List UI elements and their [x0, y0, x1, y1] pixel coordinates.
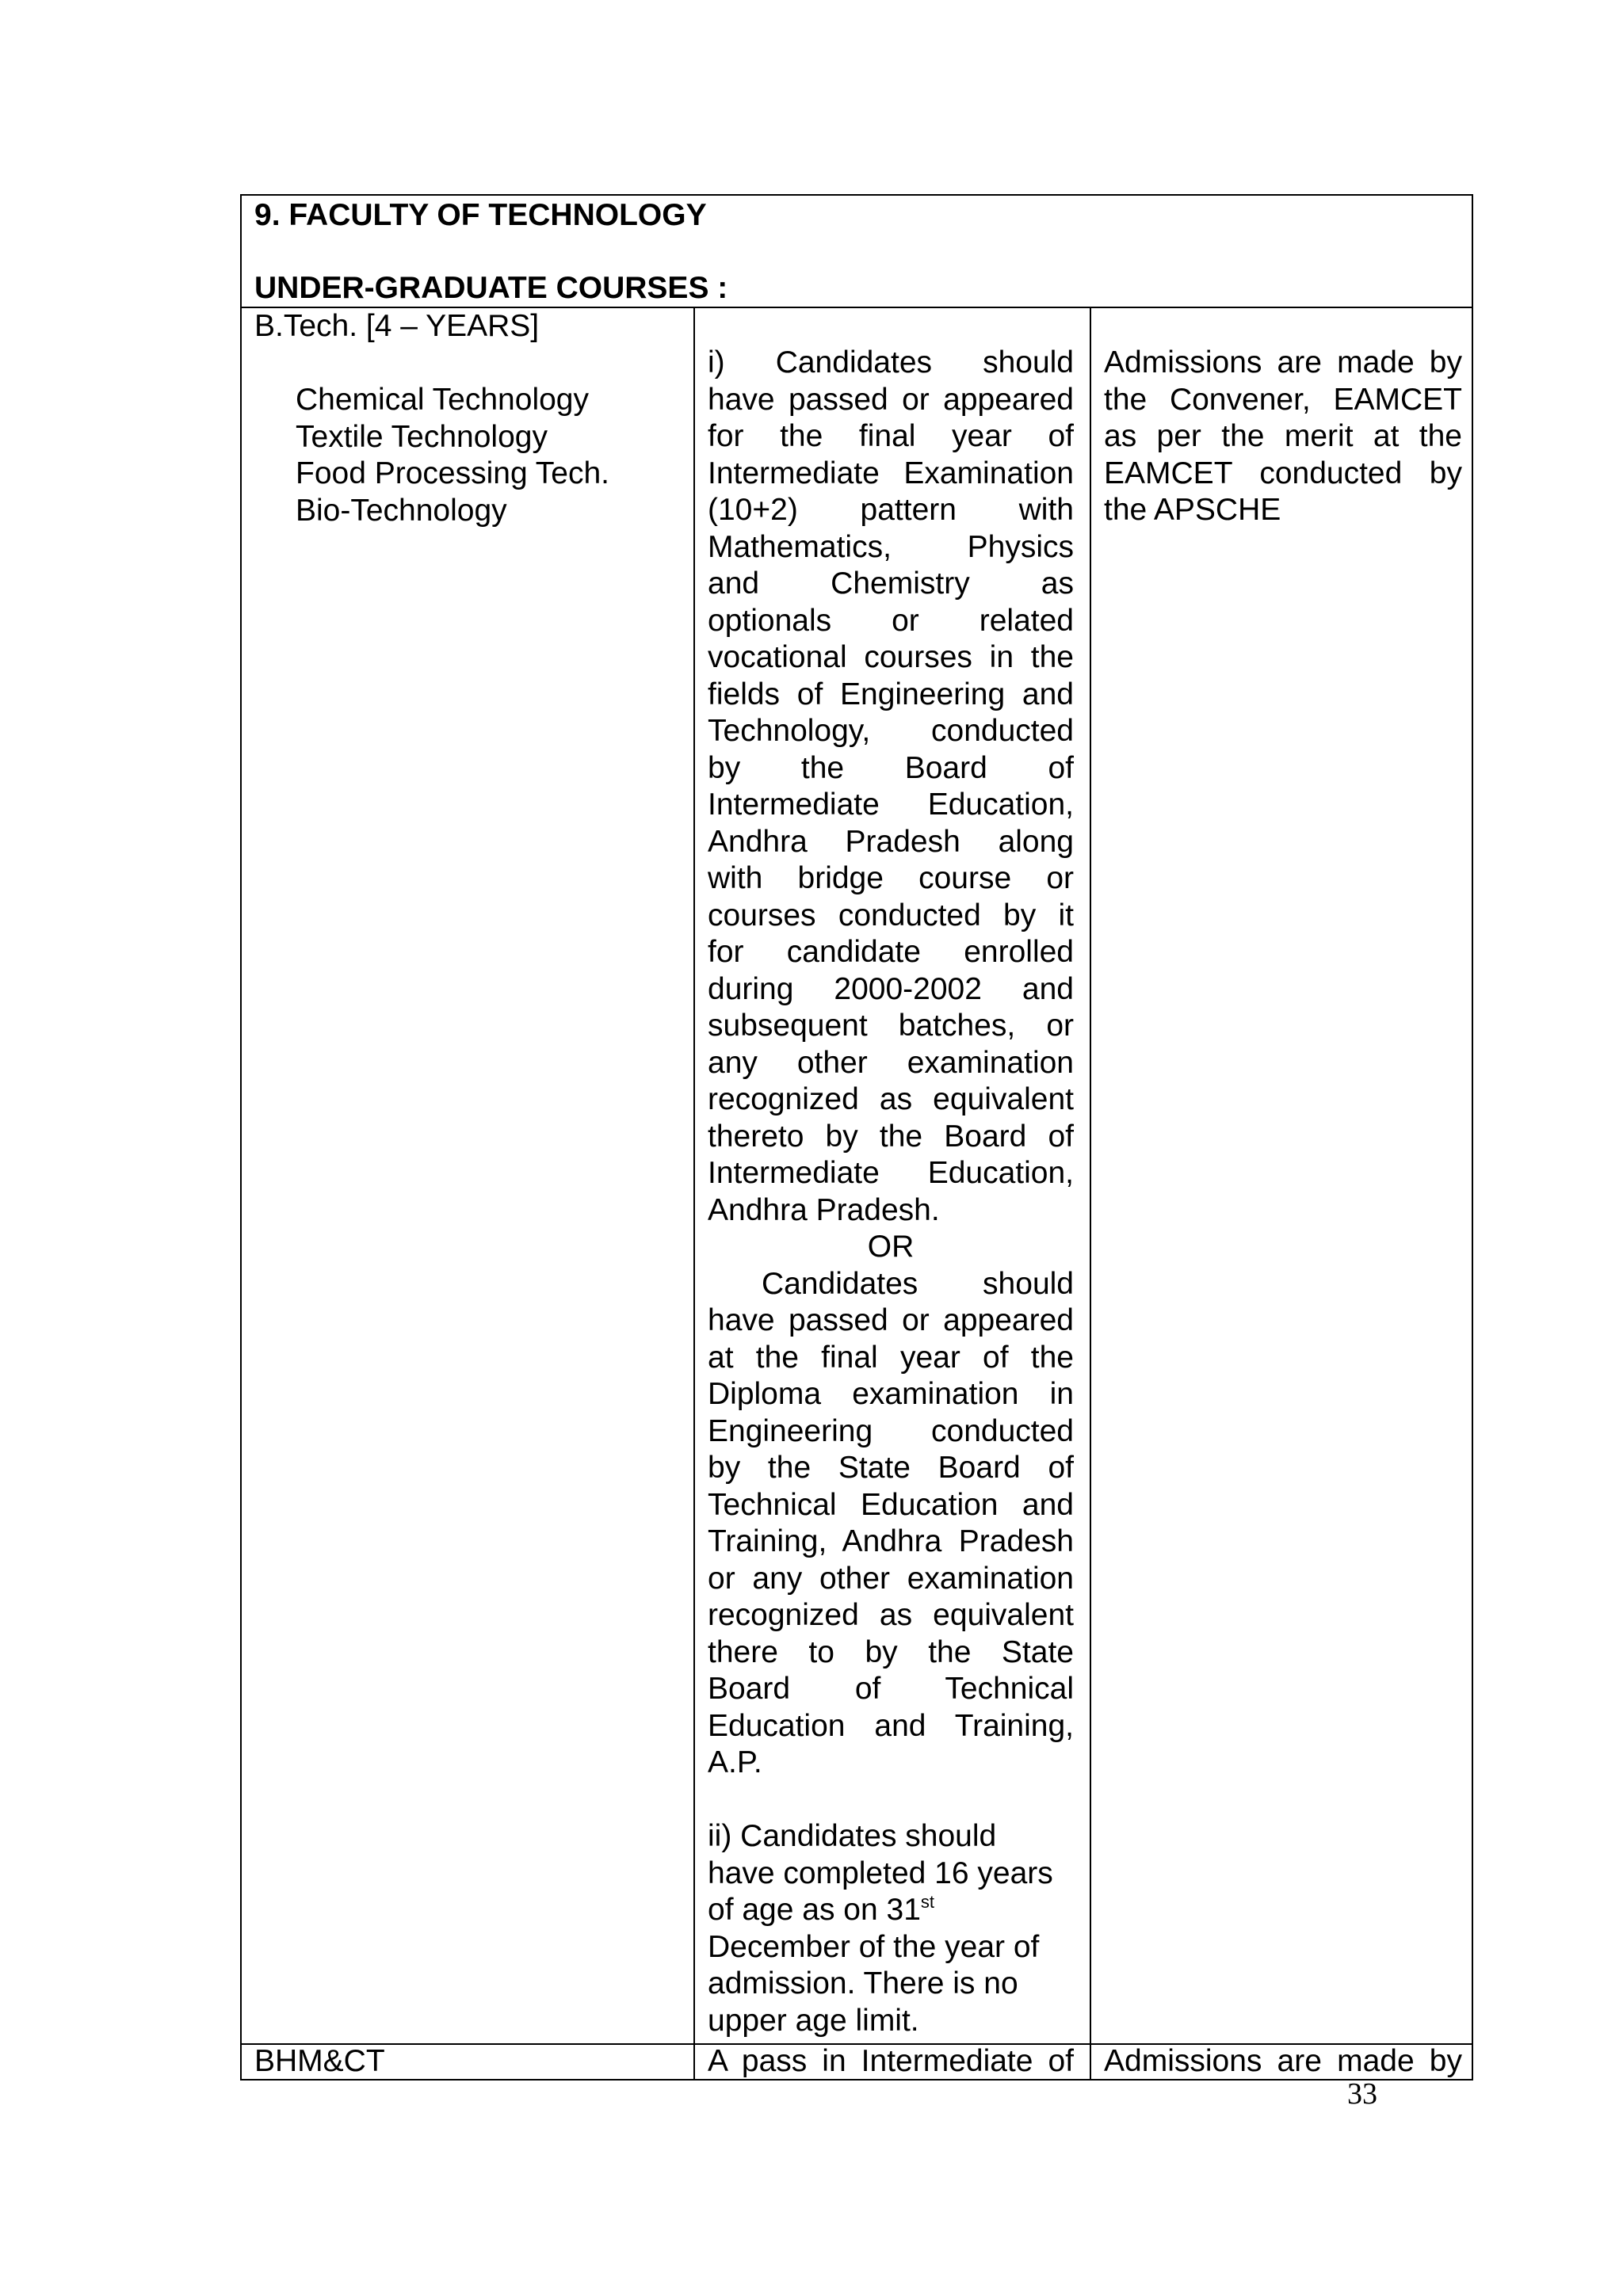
branch-item: Bio-Technology — [296, 494, 507, 528]
course-title: B.Tech. [4 – YEARS] — [254, 309, 540, 343]
section-header-cell — [240, 194, 1473, 308]
branch-item: Food Processing Tech. — [296, 456, 609, 490]
eligibility-line: admission. There is no — [708, 1966, 1018, 2000]
admission-line: as per the merit at the — [1104, 419, 1462, 453]
page-number: 33 — [1347, 2077, 1377, 2111]
eligibility-line: Technology, conducted — [708, 714, 1074, 748]
eligibility-line: and Chemistry as — [708, 566, 1074, 601]
eligibility-line: have completed 16 years — [708, 1855, 1053, 1890]
eligibility-line: optionals or related — [708, 603, 1074, 638]
eligibility-line: ii) Candidates should — [708, 1819, 997, 1853]
admissions-table — [240, 194, 1473, 2081]
eligibility-line: courses conducted by it — [708, 898, 1074, 933]
eligibility-line: Training, Andhra Pradesh — [708, 1524, 1074, 1558]
eligibility-line: fields of Engineering and — [708, 677, 1074, 711]
course-cell-bhmct — [240, 2043, 695, 2081]
admission-line: Admissions are made by — [1104, 345, 1462, 379]
ordinal-suffix: st — [920, 1892, 935, 1912]
admission-cell-bhmct — [1090, 2043, 1473, 2081]
eligibility-line: December of the year of — [708, 1929, 1040, 1964]
eligibility-line: have passed or appeared — [708, 382, 1074, 417]
undergraduate-subheading: UNDER-GRADUATE COURSES : — [254, 271, 728, 305]
eligibility-line: for candidate enrolled — [708, 935, 1074, 969]
eligibility-line: Andhra Pradesh. — [708, 1192, 940, 1227]
admission-line: Admissions are made by — [1104, 2044, 1462, 2078]
eligibility-line: Diploma examination in — [708, 1377, 1074, 1411]
eligibility-line: A pass in Intermediate of — [708, 2044, 1074, 2078]
admission-line: the Convener, EAMCET — [1104, 382, 1462, 417]
eligibility-line: any other examination — [708, 1045, 1074, 1080]
eligibility-line: i) Candidates should — [708, 345, 1074, 379]
eligibility-line: subsequent batches, or — [708, 1009, 1074, 1043]
eligibility-line: Board of Technical — [708, 1672, 1074, 1706]
eligibility-line: Intermediate Examination — [708, 456, 1074, 490]
admission-cell-btech — [1090, 307, 1473, 2045]
eligibility-line: for the final year of — [708, 419, 1074, 453]
admission-line: EAMCET conducted by — [1104, 456, 1462, 490]
eligibility-line: thereto by the Board of — [708, 1119, 1074, 1154]
eligibility-line — [708, 1892, 934, 1929]
or-separator: OR — [867, 1230, 915, 1264]
eligibility-line: with bridge course or — [708, 861, 1074, 895]
eligibility-line: A.P. — [708, 1745, 762, 1779]
course-title: BHM&CT — [254, 2044, 385, 2078]
eligibility-line-text: of age as on 31 — [708, 1893, 921, 1927]
eligibility-line: Candidates should — [762, 1266, 1074, 1301]
eligibility-cell-bhmct — [693, 2043, 1091, 2081]
eligibility-line: Intermediate Education, — [708, 1156, 1074, 1190]
eligibility-line: there to by the State — [708, 1634, 1074, 1669]
course-cell-btech — [240, 307, 695, 2045]
eligibility-line: Mathematics, Physics — [708, 529, 1074, 564]
eligibility-line: (10+2) pattern with — [708, 493, 1074, 527]
eligibility-line: at the final year of the — [708, 1340, 1074, 1375]
eligibility-line: Andhra Pradesh along — [708, 824, 1074, 859]
branch-item: Textile Technology — [296, 420, 548, 454]
branch-item: Chemical Technology — [296, 383, 589, 417]
admission-line: the APSCHE — [1104, 493, 1281, 527]
eligibility-line: Intermediate Education, — [708, 788, 1074, 822]
eligibility-cell-btech — [693, 307, 1091, 2045]
faculty-heading: 9. FACULTY OF TECHNOLOGY — [254, 198, 707, 232]
eligibility-line: have passed or appeared — [708, 1303, 1074, 1337]
eligibility-line: by the State Board of — [708, 1451, 1074, 1485]
eligibility-line: Education and Training, — [708, 1708, 1074, 1743]
eligibility-line: Engineering conducted — [708, 1413, 1074, 1448]
eligibility-line: recognized as equivalent — [708, 1082, 1074, 1116]
eligibility-line: upper age limit. — [708, 2003, 919, 2038]
eligibility-line: during 2000-2002 and — [708, 971, 1074, 1006]
eligibility-line: recognized as equivalent — [708, 1598, 1074, 1632]
eligibility-line: or any other examination — [708, 1561, 1074, 1596]
eligibility-line: by the Board of — [708, 750, 1074, 785]
eligibility-line: Technical Education and — [708, 1487, 1074, 1522]
eligibility-line: vocational courses in the — [708, 640, 1074, 674]
